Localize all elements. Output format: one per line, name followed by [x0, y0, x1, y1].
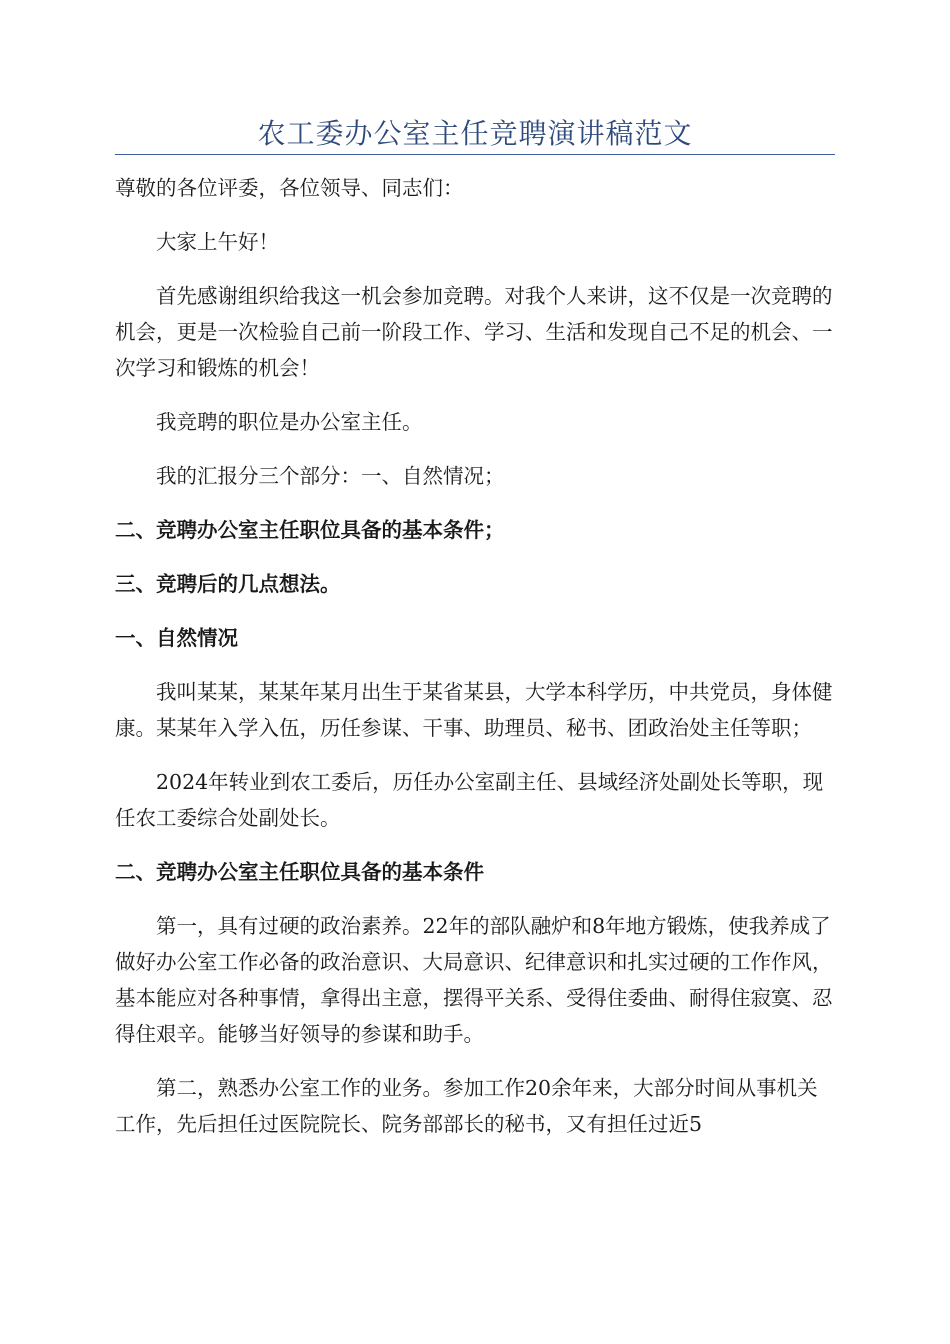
document-body: [115, 170, 835, 1160]
paragraph: 我竞聘的职位是办公室主任。: [156, 410, 423, 434]
paragraph: 我的汇报分三个部分：一、自然情况；: [156, 464, 505, 488]
paragraph: 2024年转业到农工委后，历任办公室副主任、县域经济处副处长等职，现任农工委综合处副处长。: [115, 770, 824, 830]
title-underline: [115, 154, 835, 155]
paragraph: 第一，具有过硬的政治素养。22年的部队融炉和8年地方锻炼，使我养成了做好办公室工作必备的政治意识、大局意识、纪律意识和扎实过硬的工作作风，基本能应对各种事情，拿得出主意，摆得平关系、受得住委曲、耐得住寂寞、忍得住艰辛。能够当好领导的参谋和助手。: [115, 914, 833, 1046]
paragraph: 首先感谢组织给我这一机会参加竞聘。对我个人来讲，这不仅是一次竞聘的机会，更是一次检验自己前一阶段工作、学习、生活和发现自己不足的机会、一次学习和锻炼的机会！: [115, 284, 833, 380]
paragraph: 尊敬的各位评委，各位领导、同志们：: [115, 176, 464, 200]
section-heading: 二、竞聘办公室主任职位具备的基本条件: [115, 860, 484, 884]
section-heading: 二、竞聘办公室主任职位具备的基本条件；: [115, 518, 505, 542]
section-heading: 三、竞聘后的几点想法。: [115, 572, 341, 596]
document-title: 农工委办公室主任竞聘演讲稿范文: [257, 117, 693, 150]
paragraph: 大家上午好！: [156, 230, 279, 254]
paragraph: 第二，熟悉办公室工作的业务。参加工作20余年来，大部分时间从事机关工作，先后担任过医院院长、院务部部长的秘书，又有担任过近5: [115, 1076, 818, 1136]
section-heading: 一、自然情况: [115, 626, 238, 650]
paragraph: 我叫某某，某某年某月出生于某省某县，大学本科学历，中共党员，身体健康。某某年入学入伍，历任参谋、干事、助理员、秘书、团政治处主任等职；: [115, 680, 833, 740]
